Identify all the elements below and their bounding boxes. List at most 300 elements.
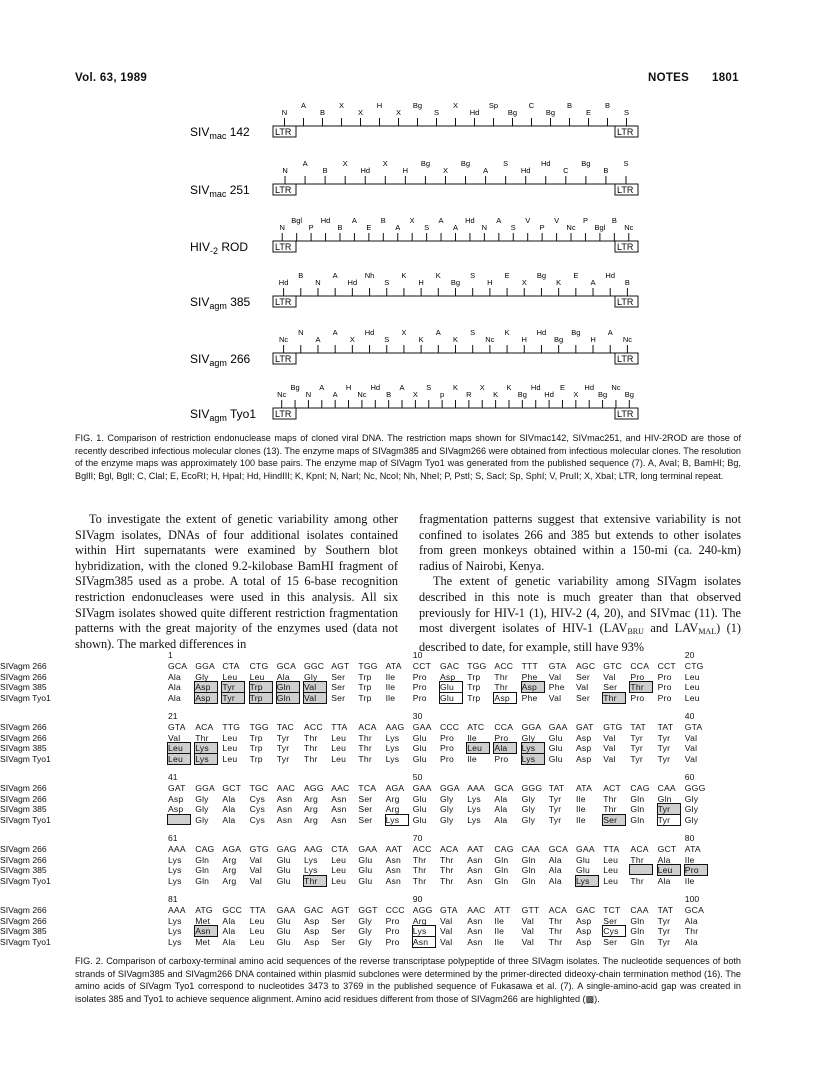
codon: Cys (249, 793, 265, 804)
site-label: K (418, 335, 424, 344)
site-label: Hd (544, 390, 554, 399)
codon: Leu (467, 743, 489, 753)
site-label: K (504, 328, 510, 337)
isolate-label: SIVagm 266 (0, 844, 47, 854)
codon: Tyr (657, 926, 671, 937)
codon: ACA (548, 905, 568, 915)
site-label: Hd (530, 383, 541, 392)
codon: Thr (630, 875, 644, 886)
site-label: S (510, 223, 516, 232)
codon: TGG (467, 661, 487, 671)
isolate-label: SIVagm Tyo1 (0, 936, 51, 947)
site-label: Bg (581, 159, 591, 168)
codon: Ala (684, 915, 698, 926)
codon: Thr (603, 693, 625, 703)
codon: Asp (576, 732, 592, 743)
codon: Ile (385, 682, 396, 693)
codon: TAT (548, 783, 565, 793)
codon: Ala (222, 814, 236, 825)
isolate-label: SIVagm Tyo1 (0, 875, 51, 886)
codon: Lys (467, 804, 481, 815)
codon: Gln (494, 865, 509, 876)
codon: Tyr (657, 915, 671, 926)
isolate-label: SIVagm 266 (0, 722, 47, 732)
ltr-right-label: LTR (617, 354, 634, 364)
codon: Trp (358, 682, 372, 693)
codon: GAA (358, 844, 378, 854)
running-head-section: NOTES (648, 72, 690, 84)
codon: Glu (440, 682, 462, 692)
site-label: K (452, 335, 459, 344)
codon: Leu (684, 682, 700, 693)
site-label: X (452, 101, 459, 110)
codon: Leu (222, 671, 238, 682)
codon: Val (440, 936, 453, 947)
codon: Gly (195, 814, 209, 825)
site-label: E (585, 108, 592, 117)
restriction-map-figure (0, 0, 816, 440)
site-label: A (300, 101, 307, 110)
codon: Cys (249, 814, 265, 825)
codon: Arg (304, 814, 318, 825)
residue-number: 20 (684, 650, 695, 660)
codon: GAA (412, 722, 432, 732)
site-label: B (566, 101, 573, 110)
sequence-row (0, 732, 760, 744)
codon: GAC (304, 905, 324, 915)
codon: AAA (168, 905, 186, 915)
codon: Ala (168, 682, 182, 693)
codon: AAA (467, 783, 485, 793)
codon: GGG (521, 783, 543, 793)
site-label: H (487, 278, 493, 287)
site-label: Bg (624, 390, 634, 399)
codon: Thr (358, 732, 372, 743)
codon: Ser (603, 915, 618, 926)
codon: Gly (521, 814, 536, 825)
site-label: A (332, 390, 338, 399)
codon: Trp (467, 692, 481, 703)
site-label: N (298, 328, 304, 337)
site-label: Hd (278, 278, 289, 287)
codon: Val (521, 926, 534, 937)
site-label: S (623, 108, 630, 117)
codon: GGA (440, 783, 460, 793)
codon (168, 815, 190, 824)
isolate-label: SIVagm 385 (0, 743, 47, 754)
codon: TAT (657, 722, 674, 732)
codon: Gly (358, 926, 372, 937)
site-label: H (345, 383, 352, 392)
map-row (190, 383, 638, 423)
site-label: Nc (611, 383, 621, 392)
site-label: E (366, 223, 372, 232)
site-label: E (504, 271, 510, 280)
codon: ATG (195, 905, 213, 915)
codon: CAA (521, 844, 540, 854)
codon: Ile (576, 804, 586, 815)
codon: CTG (249, 661, 269, 671)
site-label: X (521, 278, 527, 287)
ltr-right-label: LTR (617, 297, 634, 307)
codon: CCT (657, 661, 676, 671)
site-label: Bg (412, 101, 423, 110)
codon: Pro (385, 926, 400, 937)
codon: Glu (358, 875, 373, 886)
site-label: Nh (364, 271, 375, 280)
page-number: 1801 (712, 72, 739, 84)
site-label: A (438, 216, 444, 225)
codon: TCT (603, 905, 621, 915)
codon: Glu (412, 743, 427, 754)
codon: Gln (277, 682, 299, 692)
codon: Arg (304, 793, 318, 804)
codon: Ala (548, 865, 562, 876)
codon: Lys (522, 754, 544, 764)
site-label: Bg (507, 108, 518, 117)
codon: GGT (358, 905, 378, 915)
codon: Lys (467, 793, 481, 804)
map-row (190, 159, 638, 199)
residue-number: 40 (684, 711, 695, 721)
codon: Ser (331, 915, 346, 926)
codon: GAA (276, 905, 296, 915)
codon: Ala (657, 854, 671, 865)
codon: Gln (521, 865, 536, 876)
residue-number: 30 (412, 711, 423, 721)
site-label: H (376, 101, 383, 110)
site-label: Nc (279, 335, 289, 344)
codon: Leu (249, 915, 265, 926)
codon: AAC (276, 783, 296, 793)
site-label: A (399, 383, 405, 392)
ltr-right-label: LTR (617, 127, 634, 137)
site-label: Bg (460, 159, 471, 168)
codon: Thr (603, 804, 617, 815)
site-label: H (521, 335, 527, 344)
codon: CCA (494, 722, 514, 732)
codon: Gly (440, 814, 454, 825)
codon: Ser (358, 804, 373, 815)
sequence-row (0, 936, 760, 948)
site-label: S (424, 223, 430, 232)
codon: Ser (331, 671, 346, 682)
codon: Ser (576, 671, 590, 682)
codon: Gly (440, 793, 454, 804)
site-label: V (554, 216, 560, 225)
codon: Gln (277, 693, 299, 703)
codon: AAT (385, 844, 403, 854)
codon: TTA (331, 722, 348, 732)
site-label: X (342, 159, 348, 168)
codon: Gln (494, 875, 509, 886)
codon: Glu (358, 865, 373, 876)
codon: Leu (331, 732, 347, 743)
codon: Trp (249, 753, 263, 764)
codon: Ser (358, 793, 373, 804)
site-label: A (435, 328, 441, 337)
codon: Asp (576, 936, 592, 947)
codon: Leu (331, 854, 347, 865)
codon: Ser (576, 692, 590, 703)
codon: Glu (276, 936, 291, 947)
codon: Thr (548, 936, 563, 947)
codon: Val (603, 732, 616, 743)
codon: Glu (412, 804, 427, 815)
site-label: K (506, 383, 512, 392)
ltr-right-label: LTR (617, 185, 634, 195)
codon: Ile (467, 732, 477, 743)
codon: ACC (494, 661, 514, 671)
residue-number: 10 (412, 650, 423, 660)
site-label: Hd (347, 278, 358, 287)
codon: Thr (494, 682, 508, 693)
site-label: N (315, 278, 321, 287)
codon: Gln (521, 854, 536, 865)
codon: TTA (603, 844, 620, 854)
isolate-label: SIVagm 266 (0, 854, 47, 865)
codon: Leu (249, 671, 265, 682)
residue-number: 41 (168, 772, 178, 782)
codon: AAT (467, 844, 484, 854)
site-label: H (418, 278, 424, 287)
codon: Asn (276, 804, 293, 815)
site-label: K (435, 271, 441, 280)
codon: Ile (576, 793, 586, 804)
codon: GGA (521, 722, 542, 732)
codon: GTG (249, 844, 269, 854)
codon: Ala (657, 875, 671, 886)
codon: Leu (684, 692, 700, 703)
residue-number: 81 (168, 894, 178, 904)
codon: Pro (440, 753, 454, 764)
codon: Gly (684, 814, 699, 825)
codon: GGG (684, 783, 706, 793)
residue-number: 80 (684, 833, 695, 843)
codon: Trp (467, 682, 481, 693)
map-name: $SIV_{agm}$ 266 (190, 352, 251, 368)
codon: Tyr (658, 815, 680, 825)
codon: Val (440, 926, 453, 937)
codon: AAG (304, 844, 323, 854)
site-label: A (332, 271, 338, 280)
site-label: A (315, 335, 321, 344)
residue-number: 61 (168, 833, 178, 843)
codon: ATA (576, 783, 593, 793)
site-label: A (319, 383, 325, 392)
codon: Gly (195, 671, 209, 682)
residue-number: 50 (412, 772, 423, 782)
site-label: Hd (469, 108, 480, 117)
codon: Ala (222, 804, 236, 815)
codon: Trp (358, 671, 372, 682)
site-label: Hd (465, 216, 475, 225)
codon: ATA (684, 844, 701, 854)
site-label: Bg (536, 271, 547, 280)
site-label: X (409, 216, 415, 225)
codon: Thr (494, 671, 508, 682)
codon: AGA (385, 783, 405, 793)
codon: Ser (331, 682, 346, 693)
site-label: S (433, 108, 440, 117)
site-label: B (386, 390, 392, 399)
codon: Glu (276, 926, 291, 937)
codon: Tyr (276, 743, 290, 754)
codon: TAT (630, 722, 646, 732)
codon: Ser (603, 936, 618, 947)
codon: Tyr (276, 732, 290, 743)
site-label: A (590, 278, 596, 287)
codon: Gly (195, 804, 209, 815)
site-label: Hd (536, 328, 547, 337)
codon: Glu (276, 875, 291, 886)
body-left-column (75, 512, 398, 652)
codon: Pro (685, 865, 707, 875)
codon: GCT (657, 844, 677, 854)
codon: Ile (385, 671, 396, 682)
codon: CAG (494, 844, 514, 854)
codon: Thr (358, 753, 372, 764)
sequence-row (0, 743, 760, 754)
codon: Leu (222, 753, 238, 764)
codon: Gly (195, 793, 209, 804)
codon: Asp (304, 926, 320, 937)
codon: Trp (250, 693, 272, 703)
codon: Phe (521, 692, 538, 703)
codon: Thr (304, 876, 326, 886)
codon: Asn (467, 915, 483, 926)
codon: Tyr (548, 804, 562, 815)
site-label: C (528, 101, 535, 110)
site-label: Bg (545, 108, 556, 117)
codon: Pro (630, 671, 645, 682)
codon: Thr (630, 854, 644, 865)
codon: Val (521, 915, 534, 926)
codon: Tyr (222, 693, 244, 703)
codon: Phe (521, 671, 538, 682)
codon: Trp (467, 671, 481, 682)
codon: Asp (576, 915, 592, 926)
codon: Ala (222, 915, 236, 926)
isolate-label: SIVagm 385 (0, 865, 47, 876)
codon: Glu (412, 814, 427, 825)
codon: Val (304, 693, 326, 703)
site-label: X (395, 108, 402, 117)
isolate-label: SIVagm 385 (0, 926, 47, 937)
codon: Gln (630, 915, 645, 926)
codon: Arg (304, 804, 318, 815)
codon: Gln (657, 793, 672, 804)
codon: GAT (576, 722, 594, 732)
codon: Thr (304, 743, 318, 754)
sequence-row (0, 844, 760, 855)
codon: AAC (467, 905, 486, 915)
sequence-row (0, 783, 760, 794)
site-label: Hd (584, 383, 595, 392)
codon: Asp (494, 693, 516, 703)
map-name: $SIV_{mac}$ 251 (190, 183, 250, 199)
codon (630, 865, 652, 874)
site-label: Hd (320, 216, 331, 225)
isolate-label: SIVagm Tyo1 (0, 753, 51, 764)
codon: Trp (249, 743, 263, 754)
codon: Thr (304, 732, 318, 743)
codon: Pro (412, 671, 427, 682)
codon: CTA (331, 844, 349, 854)
codon: Tyr (548, 814, 562, 825)
codon: ATC (467, 722, 485, 732)
paragraph: To investigate the extent of genetic variability among other SIVagm isolates, DNAs of four additional isolates contained within Hirt supernatants were examined by Southern blot hybridization, with the cloned 9.2-kilobase BamHI fragment of SIVagm385 used as a probe. A total of 15 6-base recognition restriction endonucleases were used in this analysis. All six SIVagm isolates showed quite different restriction fragmentation patterns with the great majority of the enzymes used (data not shown). The marked differences in (75, 512, 398, 651)
codon: Asn (276, 814, 293, 825)
codon: Pro (412, 692, 427, 703)
codon: Thr (195, 732, 209, 743)
site-label: Bg (517, 390, 527, 399)
codon: Glu (440, 693, 462, 703)
sequence-row (0, 875, 760, 887)
map-name: $SIV_{agm}$ 385 (190, 295, 251, 311)
site-label: P (582, 216, 588, 225)
codon: Ile (684, 875, 695, 886)
codon: Val (440, 915, 453, 926)
paragraph: The extent of genetic variability among SIVagm isolates described in this note is much greater than that observed previously for HIV-1 (1), HIV-2 (4, 20), and SIVmac (11). The most divergent isolates of HIV-1 ($LAV_{BRU}$ and $LAV_{MAL}$) (1) described to date, for example, still have 93% (419, 574, 742, 654)
codon: Ala (548, 854, 562, 865)
site-label: B (298, 271, 304, 280)
codon: GAA (548, 722, 568, 732)
residue-number: 70 (412, 833, 423, 843)
site-label: A (332, 328, 338, 337)
site-label: X (442, 166, 448, 175)
codon: Thr (412, 865, 427, 876)
site-label: Bg (571, 328, 581, 337)
site-label: Bg (290, 383, 300, 392)
site-label: B (624, 278, 630, 287)
codon: Gln (630, 814, 645, 825)
codon: Val (603, 743, 616, 754)
codon: Pro (494, 732, 509, 743)
codon: Pro (657, 682, 672, 693)
codon: Thr (440, 854, 454, 865)
codon: Lys (168, 926, 182, 937)
site-label: X (479, 383, 485, 392)
codon: Leu (331, 875, 347, 886)
codon: AGC (576, 661, 596, 671)
codon: GCA (548, 844, 569, 854)
codon: Lys (168, 915, 182, 926)
codon: ACA (195, 722, 214, 732)
isolate-label: SIVagm 266 (0, 793, 47, 804)
codon: Tyr (630, 732, 643, 743)
codon: CCT (412, 661, 432, 671)
site-label: H (402, 166, 409, 175)
site-label: E (573, 271, 579, 280)
site-label: S (503, 159, 509, 168)
codon: Arg (385, 804, 400, 815)
codon: Lys (385, 743, 400, 754)
codon: Lys (467, 814, 481, 825)
codon: Val (548, 692, 562, 703)
codon: Ala (222, 793, 236, 804)
codon: ATA (385, 661, 402, 671)
codon: Ala (494, 804, 508, 815)
codon: Val (168, 732, 181, 743)
ltr-left-label: LTR (275, 185, 292, 195)
codon: TGG (358, 661, 378, 671)
codon: Ile (494, 936, 505, 947)
codon: Ala (684, 936, 698, 947)
ltr-left-label: LTR (275, 409, 292, 419)
codon: GAA (576, 844, 595, 854)
site-label: Nc (566, 223, 576, 232)
